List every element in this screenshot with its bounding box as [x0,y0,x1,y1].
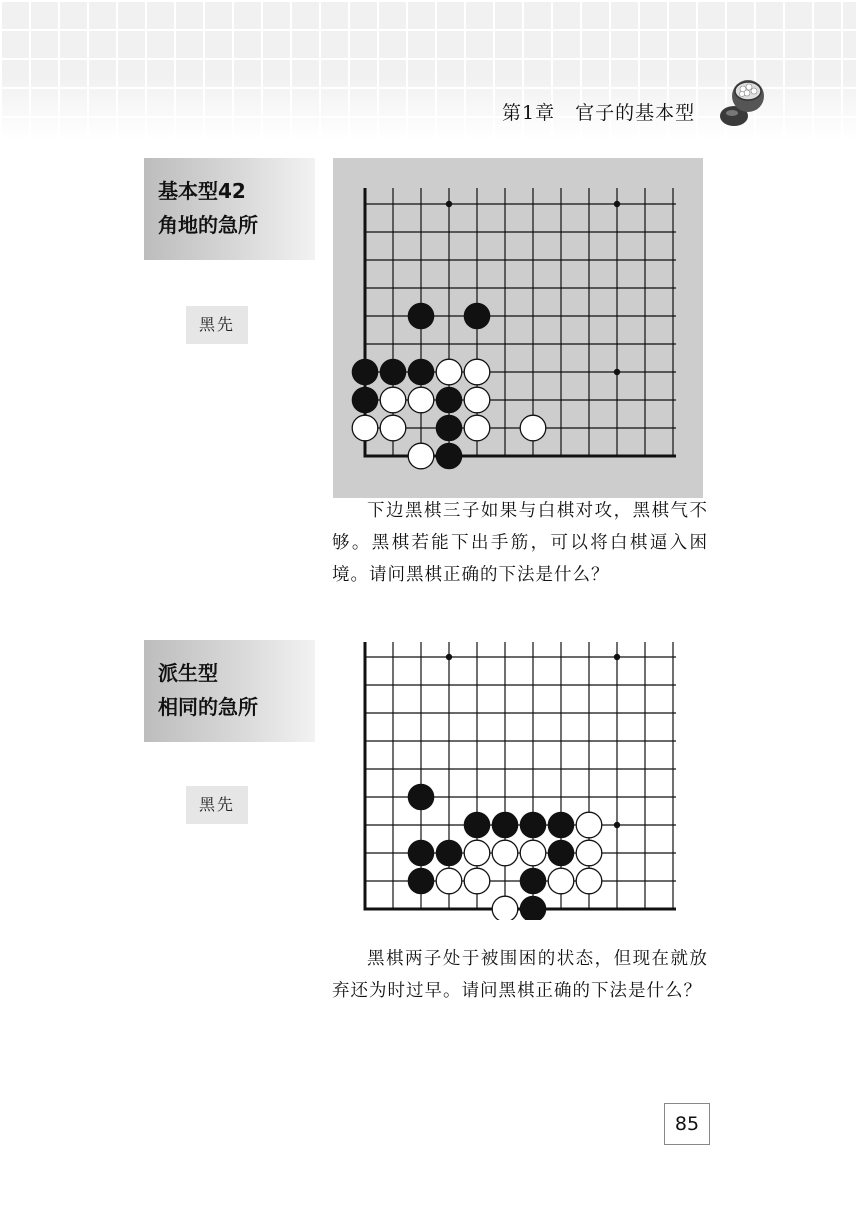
white-stone [492,896,518,920]
white-stone [464,868,490,894]
problem-title-box [144,640,315,742]
problem-subtitle-label: 角地的急所 [158,213,258,237]
white-stone [520,840,546,866]
star-point [614,822,620,828]
black-stone [464,812,490,838]
go-board-diagram [333,158,703,498]
white-stone [520,415,546,441]
white-stone [548,868,574,894]
black-stone [436,415,462,441]
white-stone [380,415,406,441]
white-stone [464,840,490,866]
white-stone [576,868,602,894]
page-number: 85 [664,1103,710,1145]
black-stone [408,840,434,866]
black-stone [408,868,434,894]
black-stone [548,812,574,838]
problem-description: 黑棋两子处于被围困的状态，但现在就放弃还为时过早。请问黑棋正确的下法是什么？ [332,949,708,1001]
black-stone [436,387,462,413]
go-board-diagram [333,630,703,920]
black-stone [492,812,518,838]
black-stone [520,896,546,920]
star-point [614,369,620,375]
black-stone [464,303,490,329]
black-stone [408,359,434,385]
white-stone [492,840,518,866]
black-stone [436,840,462,866]
white-stone [408,443,434,469]
problem-title-box [144,158,315,260]
star-point [446,201,452,207]
black-stone [548,840,574,866]
page-header [0,0,856,140]
go-bowl-icon [716,76,766,128]
problem-type-label: 基本型42 [158,179,246,203]
black-stone [520,868,546,894]
white-stone [436,868,462,894]
to-play-tag: 黑先 [186,786,248,824]
problem-subtitle-label: 相同的急所 [158,695,258,719]
black-stone [408,303,434,329]
star-point [614,201,620,207]
black-stone [352,359,378,385]
white-stone [576,812,602,838]
chapter-title: 第1章 官子的基本型 [502,102,696,124]
black-stone [520,812,546,838]
star-point [614,654,620,660]
to-play-tag: 黑先 [186,306,248,344]
white-stone [464,387,490,413]
white-stone [576,840,602,866]
white-stone [436,359,462,385]
black-stone [352,387,378,413]
black-stone [408,784,434,810]
white-stone [380,387,406,413]
star-point [446,654,452,660]
problem-type-label: 派生型 [158,661,218,685]
white-stone [352,415,378,441]
white-stone [464,415,490,441]
problem-description: 下边黑棋三子如果与白棋对攻，黑棋气不够。黑棋若能下出手筋，可以将白棋逼入困境。请问黑棋正确的下法是什么？ [332,501,708,585]
white-stone [408,387,434,413]
black-stone [380,359,406,385]
black-stone [436,443,462,469]
white-stone [464,359,490,385]
